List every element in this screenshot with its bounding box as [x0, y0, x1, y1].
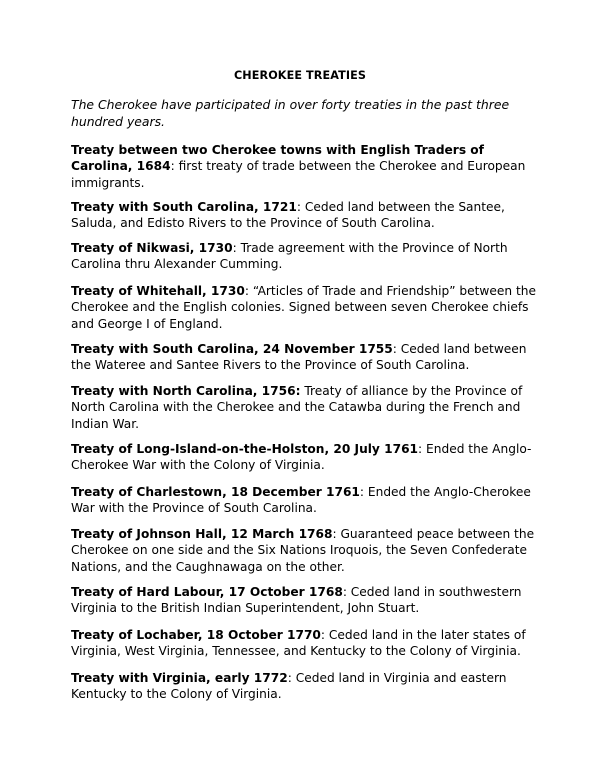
treaty-entry	[71, 199, 539, 232]
treaty-title: Treaty of Long-Island-on-the-Holston, 20 July 1761	[71, 442, 419, 456]
treaty-separator: :	[392, 342, 397, 356]
treaty-entry	[71, 584, 539, 617]
treaty-entry	[71, 383, 539, 432]
treaty-title: Treaty of Nikwasi, 1730	[71, 241, 233, 255]
treaty-description: Treaty of alliance by the Province of North Carolina with the Cherokee and the Catawba during the French and Indian War.	[71, 384, 523, 431]
treaty-title: Treaty with South Carolina, 1721	[71, 200, 297, 214]
document-title: CHEROKEE TREATIES	[233, 69, 367, 82]
treaty-title: Treaty of Hard Labour, 17 October 1768	[71, 585, 343, 599]
treaty-separator: :	[342, 585, 347, 599]
treaty-title: Treaty of Lochaber, 18 October 1770	[71, 628, 321, 642]
treaty-separator: :	[359, 485, 365, 499]
treaty-separator: :	[244, 284, 249, 298]
treaty-title: Treaty with North Carolina, 1756:	[71, 384, 301, 398]
treaty-entry	[71, 526, 539, 575]
treaty-description: Ceded land between the Wateree and Santee Rivers to the Province of South Carolina.	[71, 342, 527, 373]
treaty-description: “Articles of Trade and Friendship” between the Cherokee and the English colonies. Signed between seven Cherokee chiefs and George I of England.	[71, 284, 536, 331]
treaty-entry	[71, 142, 539, 191]
treaty-entry	[71, 627, 539, 660]
treaty-separator: :	[418, 442, 423, 456]
treaty-separator: :	[332, 527, 337, 541]
treaty-description: Ended the Anglo-Cherokee War with the Colony of Virginia.	[71, 442, 532, 473]
treaty-entry	[71, 341, 539, 374]
treaty-description: Ended the Anglo-Cherokee War with the Province of South Carolina.	[71, 485, 531, 516]
treaty-description: Trade agreement with the Province of North Carolina thru Alexander Cumming.	[71, 241, 508, 272]
treaty-description: first treaty of trade between the Cherokee and European immigrants.	[71, 159, 526, 190]
treaty-separator: :	[287, 671, 292, 685]
treaty-entry	[71, 441, 539, 474]
treaty-title: Treaty with Virginia, early 1772	[71, 671, 288, 685]
treaty-title: Treaty of Charlestown, 18 December 1761	[71, 485, 360, 499]
treaty-separator: :	[296, 200, 301, 214]
treaty-entry	[71, 240, 539, 273]
treaty-entry	[71, 670, 539, 703]
treaty-separator: :	[232, 241, 237, 255]
treaty-title: Treaty of Whitehall, 1730	[71, 284, 245, 298]
treaty-description: Guaranteed peace between the Cherokee on one side and the Six Nations Iroquois, the Seven Confederate Nations, and the Caughnawaga on the other.	[71, 527, 535, 574]
treaty-description: Ceded land in the later states of Virginia, West Virginia, Tennessee, and Kentucky to the Colony of Virginia.	[71, 628, 526, 659]
intro-paragraph: The Cherokee have participated in over forty treaties in the past three hundred years.	[71, 97, 510, 129]
treaty-title: Treaty between two Cherokee towns with English Traders of Carolina, 1684	[71, 143, 484, 174]
treaty-description: Ceded land between the Santee, Saluda, and Edisto Rivers to the Province of South Carolina.	[71, 200, 505, 231]
treaty-description: Ceded land in southwestern Virginia to the British Indian Superintendent, John Stuart.	[71, 585, 522, 616]
treaty-description: Ceded land in Virginia and eastern Kentucky to the Colony of Virginia.	[71, 671, 507, 702]
treaty-title: Treaty with South Carolina, 24 November 1755	[71, 342, 393, 356]
treaty-separator: :	[320, 628, 326, 642]
treaty-separator: :	[170, 159, 175, 174]
treaty-entry	[71, 283, 539, 332]
treaty-title: Treaty of Johnson Hall, 12 March 1768	[71, 527, 333, 541]
treaty-entry	[71, 484, 539, 517]
